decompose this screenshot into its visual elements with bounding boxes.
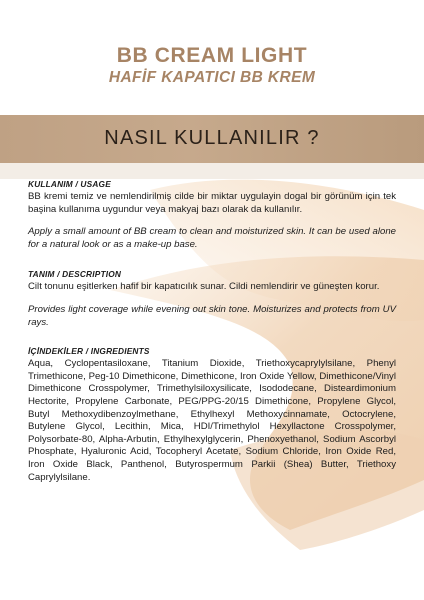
spacer bbox=[28, 251, 396, 269]
usage-heading: KULLANIM / USAGE bbox=[28, 179, 111, 189]
product-title: BB CREAM LIGHT bbox=[116, 44, 308, 67]
spacer bbox=[28, 216, 396, 226]
usage-text-tr: BB kremi temiz ve nemlendirilmiş cilde bir miktar uygulayin dogal bir görünüm için tek başina kullanıma uygundur veya makyaj bazı olarak da kullanılır. bbox=[28, 191, 396, 215]
how-to-use-heading: NASIL KULLANILIR ? bbox=[104, 127, 320, 149]
spacer bbox=[28, 294, 396, 304]
description-text-en: Provides light coverage while evening out skin tone. Moisturizes and protects from UV rays. bbox=[28, 303, 396, 328]
page-header bbox=[0, 0, 424, 115]
ingredients-heading: İÇİNDEKİLER / INGREDIENTS bbox=[28, 346, 150, 357]
spacer bbox=[28, 329, 396, 346]
product-subtitle: HAFİF KAPATICI BB KREM bbox=[108, 69, 316, 86]
how-to-use-banner bbox=[0, 124, 424, 152]
description-heading: TANIM / DESCRIPTION bbox=[28, 269, 122, 280]
content-body bbox=[28, 179, 396, 484]
usage-text-en: Apply a small amount of BB cream to clean and moisturized skin. It can be used alone for a natural look or as a make-up base. bbox=[28, 226, 396, 250]
description-text-tr: Cilt tonunu eşitlerken hafif bir kapatıcılık sunar. Cildi nemlendirir ve güneşten korur. bbox=[28, 281, 380, 293]
ingredients-text: Aqua, Cyclopentasiloxane, Titanium Dioxide, Triethoxycaprylylsilane, Phenyl Trimethicone, Peg-10 Dimethicone, Dimethicone, Iron Oxide Yellow, Dimethicone/Vinyl Dimethicone Crosspolymer, Trimethylsiloxysilicate, Isododecane, Disteardimonium Hectorite, Propylene Carbonate, PEG/PPG-20/15 Dimethicone, Propylene Glycol, Butyl Methoxydibenzoylmethane, Ethylhexyl Methoxycinnamate, Octocrylene, Butylene Glycol, Lecithin, Mica, HDI/Trimethylol Hexyllactone Crosspolymer, Polysorbate-80, Alpha-Arbutin, Ethylhexylglycerin, Phenoxyethanol, Sodium Ascorbyl Phosphate, Hyaluronic Acid, Tocopheryl Acetate, Sodium Chloride, Iron Oxide Red, Iron Oxide Black, Panthenol, Butyrospermum Parkii (Shea) Butter, Triethoxy Caprylylsilane. bbox=[28, 358, 396, 483]
